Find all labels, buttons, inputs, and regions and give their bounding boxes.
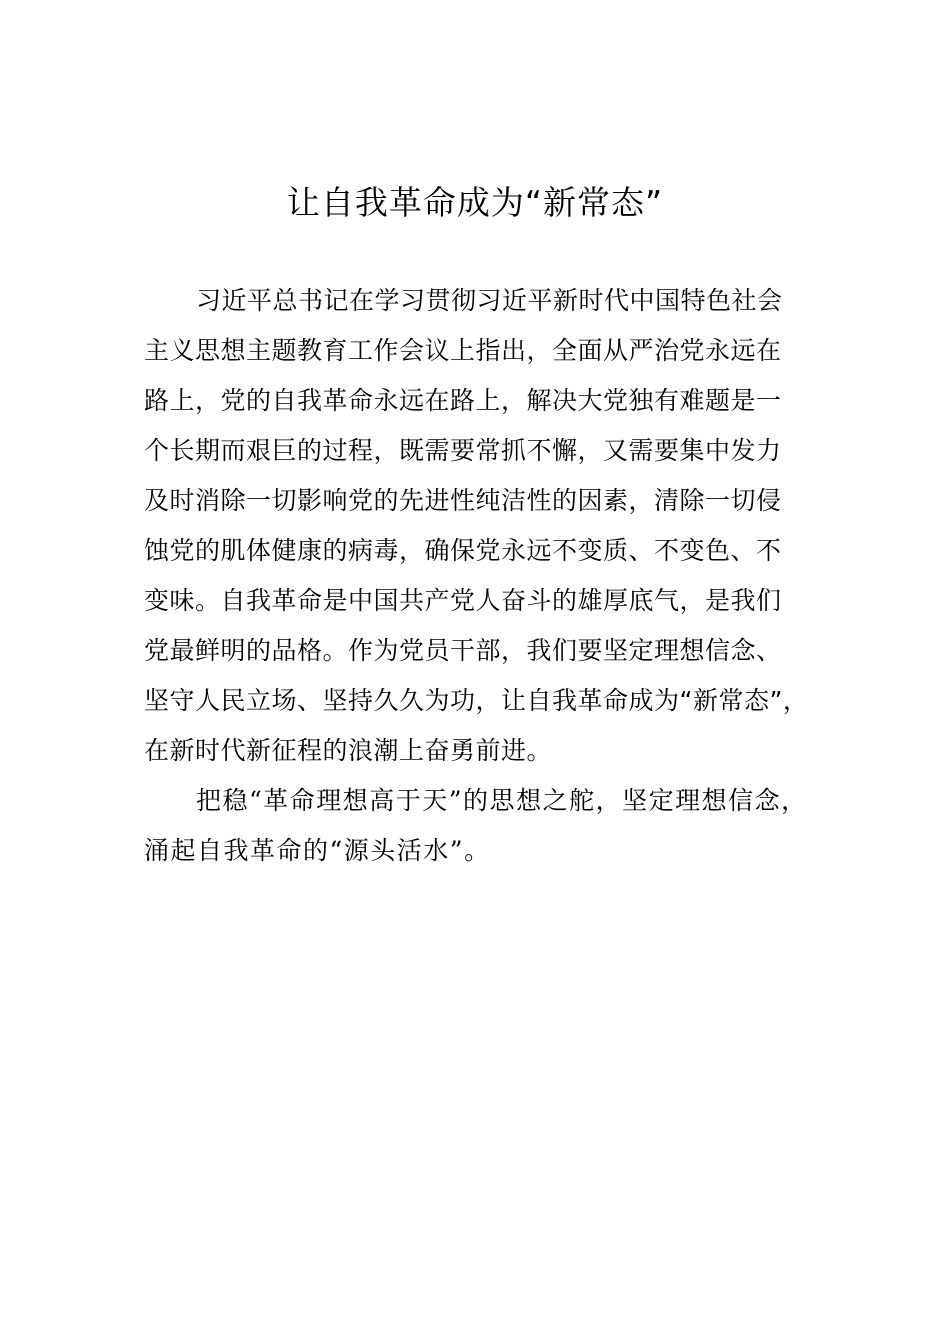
paragraph-1 bbox=[144, 276, 834, 776]
paragraph-line: 在新时代新征程的浪潮上奋勇前进。 bbox=[144, 736, 553, 765]
document-body bbox=[144, 276, 834, 876]
paragraph-2 bbox=[144, 776, 834, 876]
paragraph-line: 把稳“革命理想高于天”的思想之舵，坚定理想信念， bbox=[196, 786, 808, 815]
paragraph-line: 个长期而艰巨的过程，既需要常抓不懈，又需要集中发力 bbox=[144, 436, 782, 465]
paragraph-line: 路上，党的自我革命永远在路上，解决大党独有难题是一 bbox=[144, 386, 782, 415]
paragraph-line: 蚀党的肌体健康的病毒，确保党永远不变质、不变色、不 bbox=[144, 536, 782, 565]
document-title: 让自我革命成为“新常态” bbox=[286, 183, 664, 222]
paragraph-line: 习近平总书记在学习贯彻习近平新时代中国特色社会 bbox=[196, 286, 783, 315]
paragraph-line: 党最鲜明的品格。作为党员干部，我们要坚定理想信念、 bbox=[144, 636, 782, 665]
paragraph-line: 变味。自我革命是中国共产党人奋斗的雄厚底气，是我们 bbox=[144, 586, 782, 615]
paragraph-line: 坚守人民立场、坚持久久为功，让自我革命成为“新常态”， bbox=[144, 686, 809, 715]
paragraph-line: 主义思想主题教育工作会议上指出，全面从严治党永远在 bbox=[144, 336, 782, 365]
paragraph-line: 涌起自我革命的“源头活水”。 bbox=[144, 836, 491, 865]
paragraph-line: 及时消除一切影响党的先进性纯洁性的因素，清除一切侵 bbox=[144, 486, 782, 515]
